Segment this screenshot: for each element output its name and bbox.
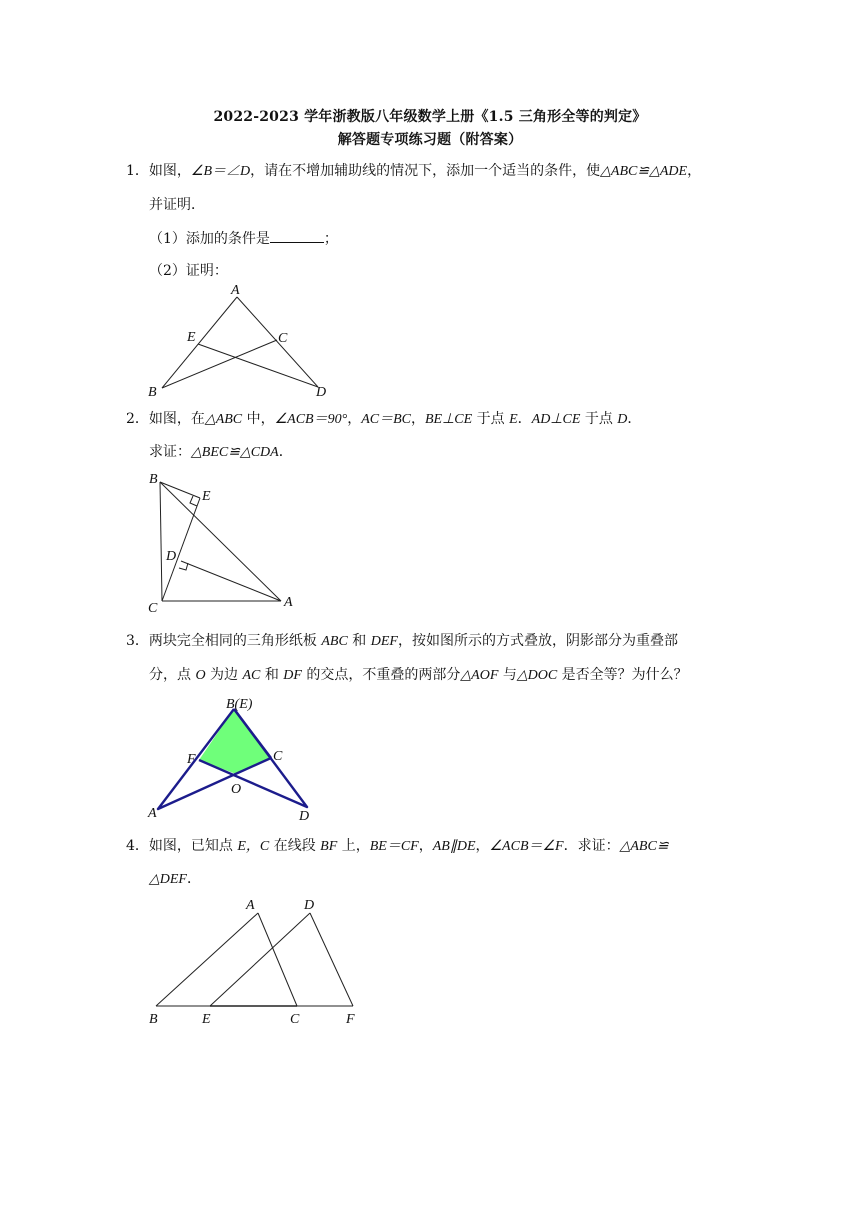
q1-part1-text: （1）添加的条件是 — [149, 231, 270, 247]
q2-right-angle-d — [179, 563, 188, 570]
q4-angle: ∠ACB＝∠F — [489, 839, 564, 854]
q2-text-h: ． — [627, 411, 642, 427]
q1-text-a: 如图， — [148, 163, 191, 179]
q4-text-c: 上， — [337, 838, 370, 854]
q3-line1 — [126, 630, 678, 650]
q1-figure — [140, 278, 340, 403]
q2-right-angle-e — [190, 496, 197, 506]
q4-text-f: ．求证： — [563, 838, 620, 854]
q3-text-a: 两块完全相同的三角形纸板 — [148, 633, 322, 649]
q1-label-d: D — [316, 385, 327, 400]
q2-label-e: E — [202, 489, 211, 504]
q4-label-b: B — [149, 1012, 158, 1027]
q3-text-e: 为边 — [205, 667, 243, 683]
q1-line2: 并证明． — [149, 197, 205, 213]
q2-text-f: ． — [517, 411, 532, 427]
q3-doc: △DOC — [516, 668, 558, 683]
q2-line2 — [149, 441, 293, 461]
q4-label-a: A — [246, 898, 255, 913]
q2-prove-end: ． — [278, 444, 293, 460]
q1-text-c: ， — [687, 163, 702, 179]
q2-point-e: E — [509, 412, 518, 427]
q1-label-e: E — [187, 330, 196, 345]
q2-perp1: BE⊥CE — [424, 412, 473, 427]
q2-prove-label: 求证： — [149, 444, 191, 460]
q2-text-c: ， — [347, 411, 362, 427]
q3-label-a: A — [148, 806, 157, 821]
q3-label-f: F — [187, 752, 196, 767]
q1-conclusion: △ABC≌△ADE — [600, 164, 688, 179]
q2-point-d: D — [617, 412, 628, 427]
q2-text-a: 如图，在 — [148, 411, 205, 427]
q3-label-d: D — [299, 809, 310, 824]
q1-label-c: C — [278, 331, 288, 346]
q2-seg-da — [181, 561, 281, 601]
q2-label-d: D — [166, 549, 177, 564]
q1-label-a: A — [231, 283, 240, 298]
q4-text-b: 在线段 — [269, 838, 321, 854]
q1-part2: （2）证明： — [149, 263, 228, 279]
q2-prove-stmt: △BEC≌△CDA — [191, 445, 279, 460]
q3-number: 3． — [126, 633, 149, 649]
q4-seg-ac — [258, 913, 297, 1006]
q1-condition: ∠B＝∠D — [190, 164, 251, 179]
q4-seg-ab — [156, 913, 258, 1006]
q2-text-g: 于点 — [580, 411, 618, 427]
q4-conclusion-a: △ABC≌ — [619, 839, 669, 854]
doc-title-line1: 2022-2023 学年浙教版八年级数学上册《1.5 三角形全等的判定》 — [213, 109, 647, 125]
q3-figure — [140, 690, 330, 825]
q4-text-d: ， — [418, 838, 433, 854]
q1-label-b: B — [148, 385, 157, 400]
q4-number: 4． — [126, 838, 149, 854]
q4-line1 — [126, 835, 669, 855]
q4-figure — [140, 890, 370, 1030]
q2-seg-ba — [160, 482, 281, 601]
q3-text-b: 和 — [347, 633, 371, 649]
q2-number: 2． — [126, 411, 149, 427]
q4-label-c: C — [290, 1012, 300, 1027]
doc-title-line2: 解答题专项练习题（附答案） — [337, 132, 523, 148]
q3-label-be: B(E) — [226, 697, 253, 712]
q4-points-ec: E，C — [237, 839, 270, 854]
q1-number: 1． — [126, 163, 149, 179]
q2-triangle: △ABC — [204, 412, 243, 427]
q4-seg-de — [210, 913, 310, 1006]
q4-line2 — [149, 868, 201, 888]
q2-line1 — [126, 408, 641, 428]
q1-seg-bc — [162, 340, 277, 388]
q4-label-d: D — [304, 898, 315, 913]
q2-text-d: ， — [410, 411, 425, 427]
q4-label-f: F — [346, 1012, 355, 1027]
q3-text-d: 分，点 — [149, 667, 196, 683]
q2-equal: AC＝BC — [361, 412, 411, 427]
q3-text-g: 的交点，不重叠的两部分 — [301, 667, 461, 683]
q4-text-e: ， — [475, 838, 490, 854]
q2-label-b: B — [149, 472, 158, 487]
q1-answer-blank[interactable] — [270, 230, 324, 243]
q3-ac: AC — [242, 668, 261, 683]
q3-def: DEF — [370, 634, 398, 649]
q2-text-e: 于点 — [472, 411, 510, 427]
q2-seg-cb — [160, 482, 162, 601]
q4-parallel: AB∥DE — [432, 839, 476, 854]
q3-text-c: ，按如图所示的方式叠放，阴影部分为重叠部 — [397, 633, 678, 649]
q3-text-i: 是否全等？为什么？ — [557, 667, 688, 683]
q4-conclusion-b: △DEF — [149, 872, 187, 887]
q3-df: DF — [283, 668, 302, 683]
q4-label-e: E — [202, 1012, 211, 1027]
q3-o: O — [195, 668, 206, 683]
q4-seg-df — [310, 913, 353, 1006]
q4-equal: BE＝CF — [369, 839, 419, 854]
q1-seg-ab — [162, 297, 237, 388]
q2-label-a: A — [284, 595, 293, 610]
q4-line2-end: ． — [186, 871, 201, 887]
q2-perp2: AD⊥CE — [531, 412, 581, 427]
q3-label-c: C — [273, 749, 283, 764]
q3-aof: △AOF — [460, 668, 499, 683]
q1-part1-end: ； — [323, 231, 338, 247]
q3-label-o: O — [231, 782, 242, 797]
q3-line2 — [149, 664, 688, 684]
q3-text-f: 和 — [260, 667, 284, 683]
q2-label-c: C — [148, 601, 158, 616]
q1-part1 — [149, 228, 338, 248]
q4-text-a: 如图，已知点 — [148, 838, 238, 854]
q2-seg-be — [160, 482, 200, 498]
q2-angle: ∠ACB＝90° — [274, 412, 348, 427]
q1-text-b: ，请在不增加辅助线的情况下，添加一个适当的条件，使 — [250, 163, 601, 179]
q2-text-b: 中， — [242, 411, 275, 427]
q2-figure — [145, 470, 305, 615]
q1-line1 — [126, 160, 701, 180]
q3-abc: ABC — [321, 634, 348, 649]
q4-bf: BF — [320, 839, 338, 854]
q3-text-h: 与 — [498, 667, 517, 683]
